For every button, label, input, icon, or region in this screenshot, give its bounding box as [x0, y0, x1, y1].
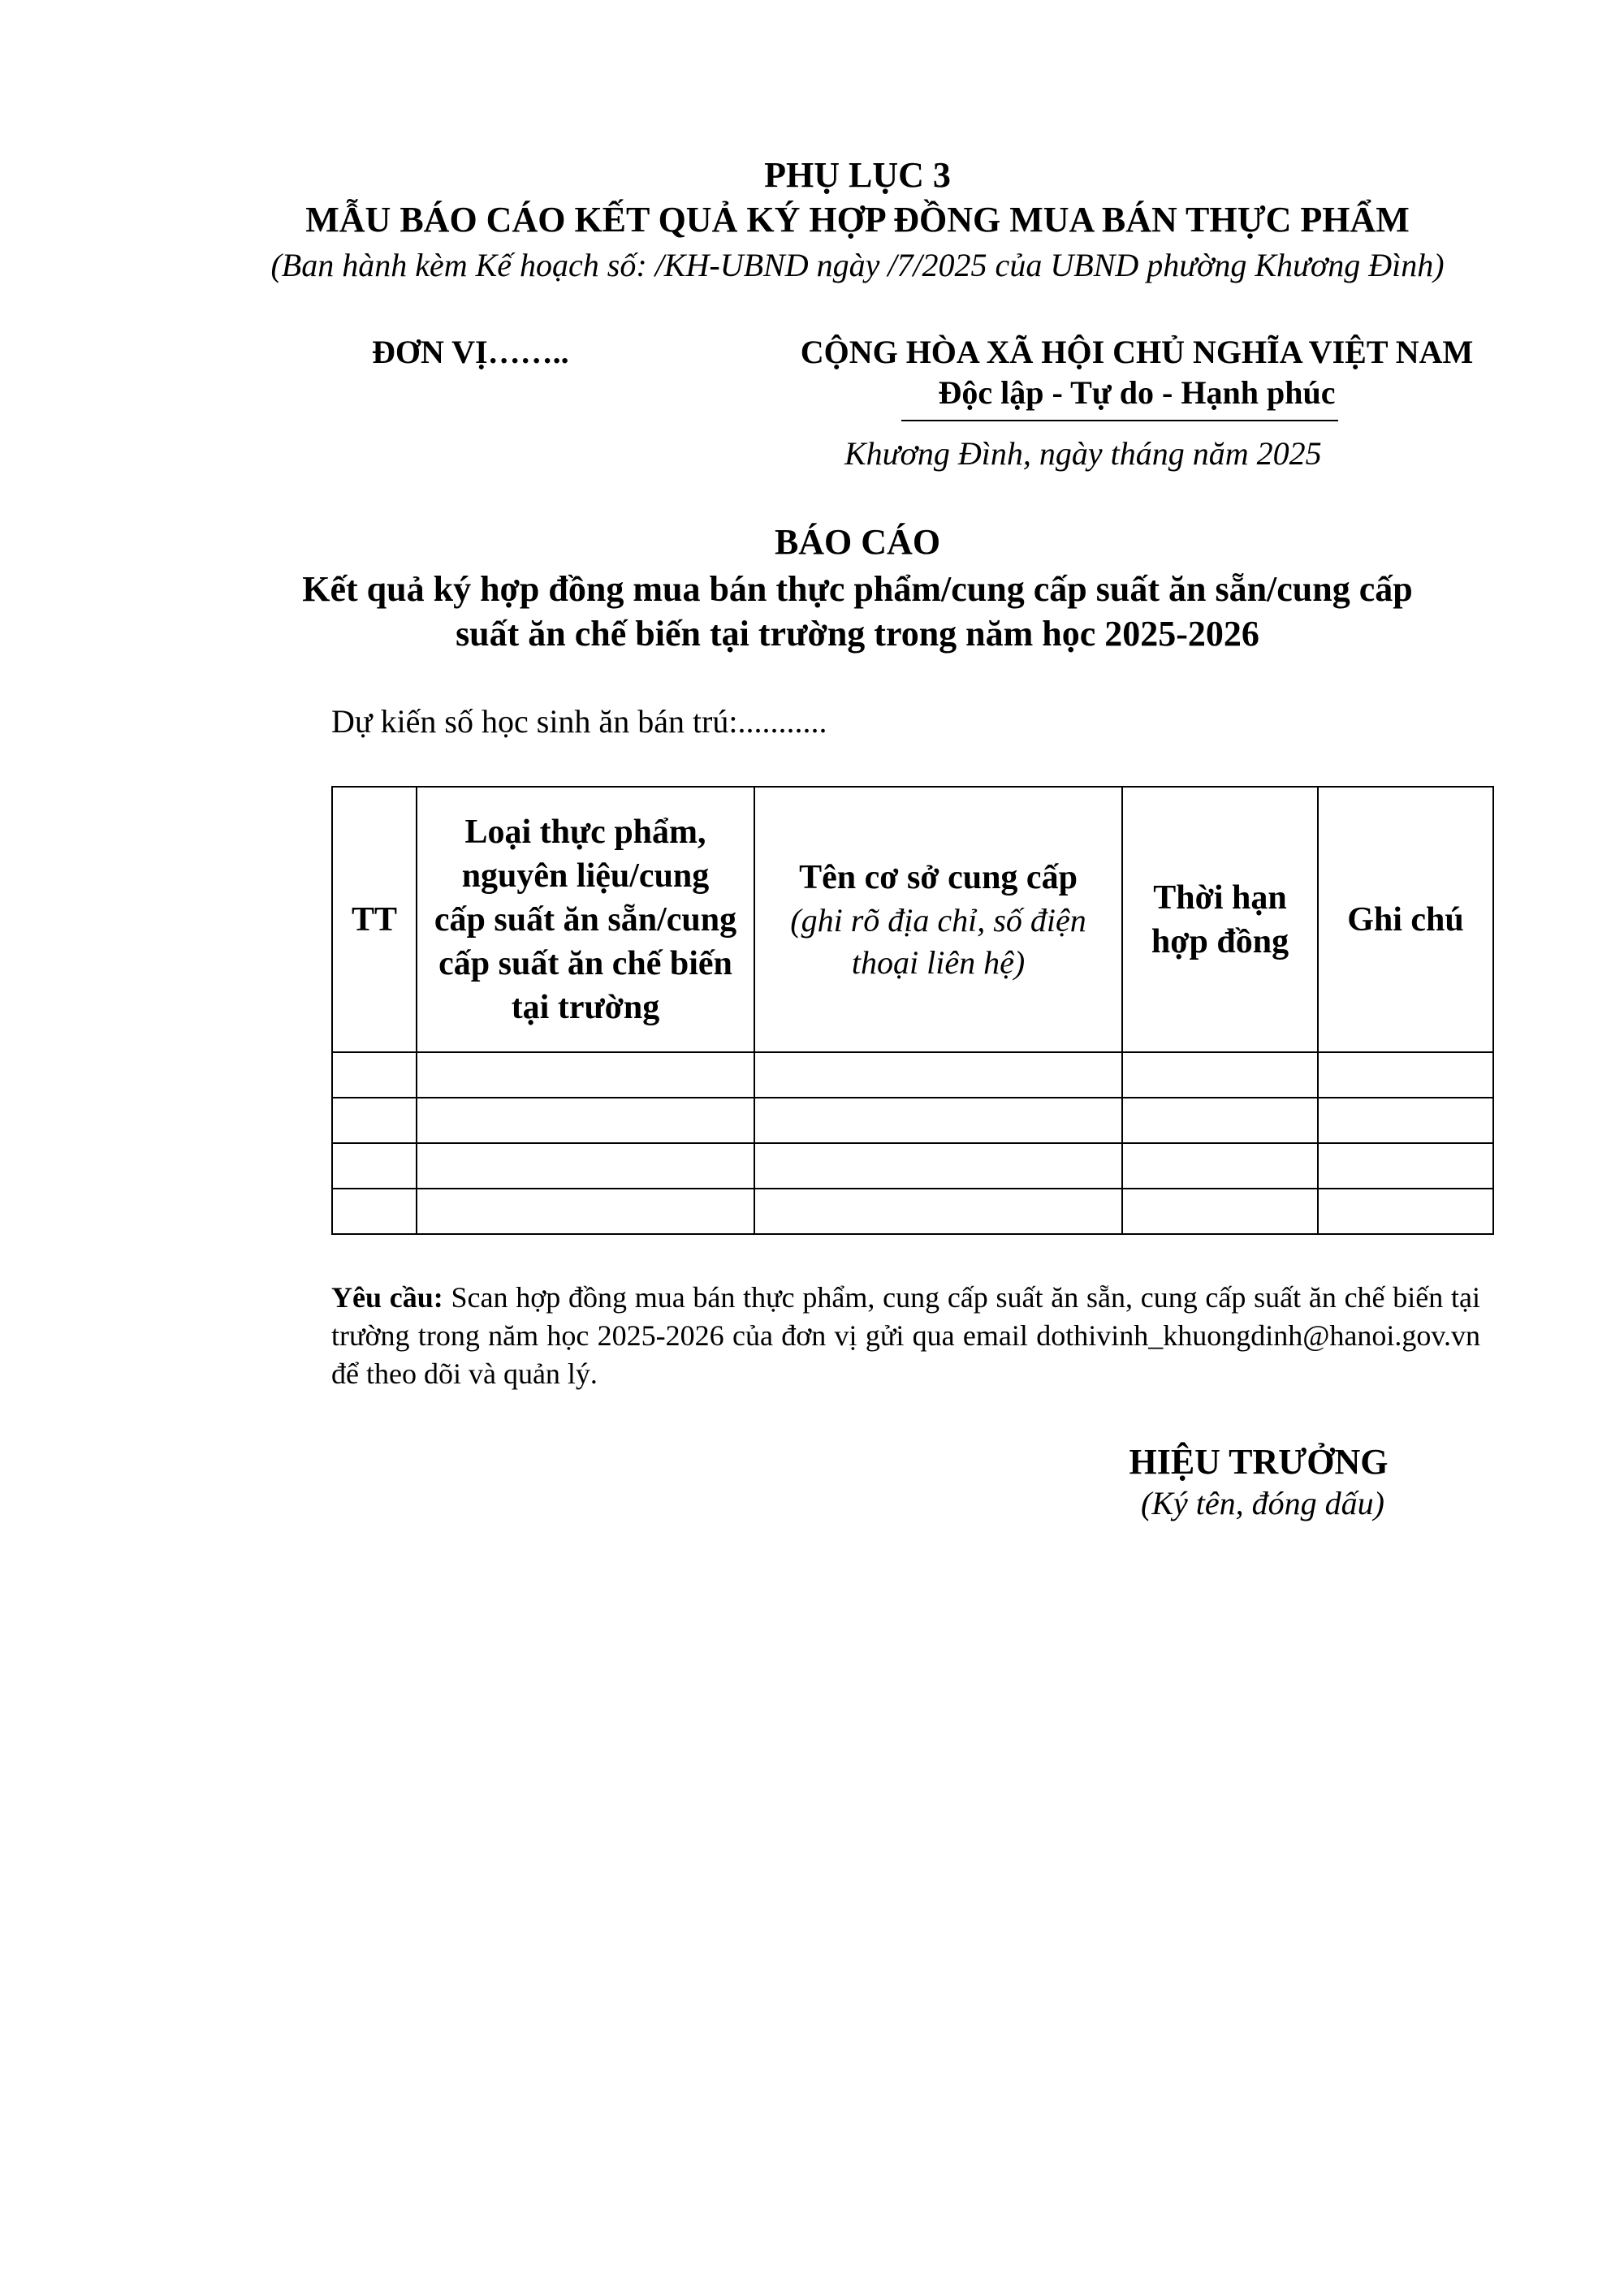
- unit-label: ĐƠN VỊ……..: [372, 334, 569, 370]
- cell: [1318, 1052, 1493, 1098]
- table-row: [332, 1189, 1493, 1234]
- cell: [1318, 1143, 1493, 1189]
- cell: [332, 1098, 417, 1143]
- cell: [754, 1189, 1122, 1234]
- table-row: [332, 1098, 1493, 1143]
- principal-note: (Ký tên, đóng dấu): [1141, 1485, 1384, 1521]
- cell: [754, 1052, 1122, 1098]
- header-food-type: Loại thực phẩm, nguyên liệu/cung cấp suất ăn sẵn/cung cấp suất ăn chế biến tại trường: [417, 787, 754, 1052]
- student-count-line: Dự kiến số học sinh ăn bán trú:...........: [331, 703, 827, 740]
- cell: [1318, 1098, 1493, 1143]
- form-title: MẪU BÁO CÁO KẾT QUẢ KÝ HỢP ĐỒNG MUA BÁN THỰC PHẨM: [305, 200, 1410, 240]
- cell: [1122, 1189, 1318, 1234]
- header-supplier-note: (ghi rõ địa chỉ, số điện thoại liên hệ): [790, 901, 1086, 981]
- report-title: BÁO CÁO: [774, 522, 941, 562]
- appendix-title: PHỤ LỤC 3: [764, 155, 951, 195]
- requirement-label: Yêu cầu:: [331, 1281, 443, 1314]
- cell: [1122, 1052, 1318, 1098]
- cell: [417, 1098, 754, 1143]
- header-contract-term: Thời hạn hợp đồng: [1122, 787, 1318, 1052]
- cell: [332, 1052, 417, 1098]
- report-subtitle-line1: Kết quả ký hợp đồng mua bán thực phẩm/cung cấp suất ăn sẵn/cung cấp: [302, 569, 1413, 609]
- requirement-paragraph: [331, 1279, 1480, 1393]
- cell: [332, 1143, 417, 1189]
- cell: [417, 1189, 754, 1234]
- principal-title: HIỆU TRƯỞNG: [1129, 1442, 1389, 1482]
- cell: [1122, 1098, 1318, 1143]
- report-subtitle-line2: suất ăn chế biến tại trường trong năm học 2025-2026: [456, 614, 1259, 654]
- cell: [332, 1189, 417, 1234]
- header-supplier: [754, 787, 1122, 1052]
- cell: [417, 1143, 754, 1189]
- place-date: Khương Đình, ngày tháng năm 2025: [844, 435, 1322, 472]
- table-row: [332, 1143, 1493, 1189]
- header-note: Ghi chú: [1318, 787, 1493, 1052]
- cell: [1318, 1189, 1493, 1234]
- national-motto: Độc lập - Tự do - Hạnh phúc: [938, 374, 1336, 411]
- table-header-row: [332, 787, 1493, 1052]
- table-row: [332, 1052, 1493, 1098]
- report-table: [331, 786, 1494, 1235]
- motto-underline: [901, 420, 1338, 421]
- requirement-text: Scan hợp đồng mua bán thực phẩm, cung cấp suất ăn sẵn, cung cấp suất ăn chế biến tại trường trong năm học 2025-2026 của đơn vị gửi qua email dothivinh_khuongdinh@hanoi.gov.vn để theo dõi và quản lý.: [331, 1281, 1480, 1390]
- header-tt: TT: [332, 787, 417, 1052]
- cell: [1122, 1143, 1318, 1189]
- cell: [754, 1098, 1122, 1143]
- header-supplier-label: Tên cơ sở cung cấp: [799, 858, 1078, 896]
- cell: [417, 1052, 754, 1098]
- country-name: CỘNG HÒA XÃ HỘI CHỦ NGHĨA VIỆT NAM: [800, 334, 1474, 370]
- cell: [754, 1143, 1122, 1189]
- issuance-note: (Ban hành kèm Kế hoạch số: /KH-UBND ngày /7/2025 của UBND phường Khương Đình): [270, 247, 1445, 283]
